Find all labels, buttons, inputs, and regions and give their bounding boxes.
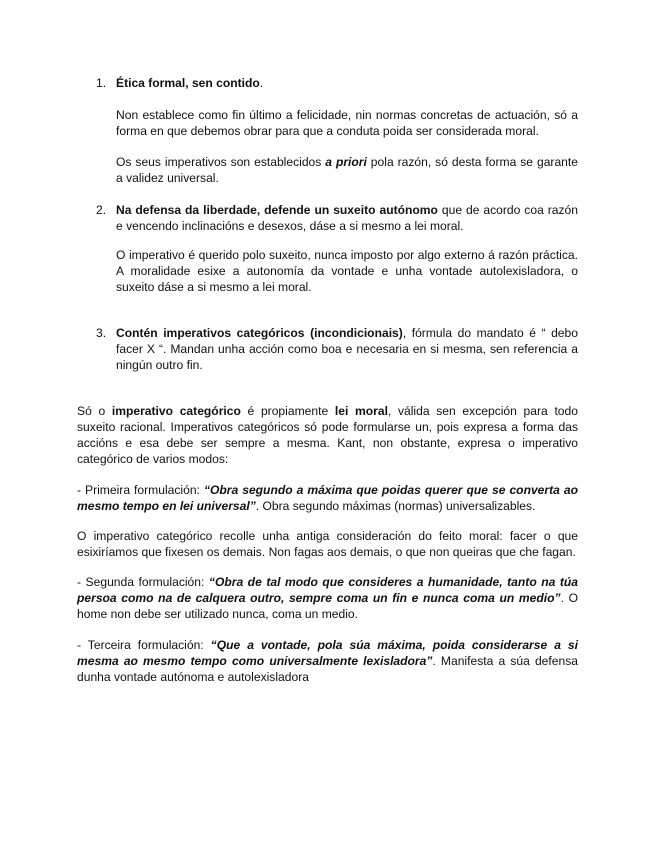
item-3-title: Contén imperativos categóricos (incondicionais) bbox=[116, 326, 403, 340]
item-3-title-tail: , fórmula do mandato é “ debo facer X “. Mandan unha acción como boa e necesaria en si mesma, sen referencia a ningún outro fin. bbox=[116, 326, 578, 372]
third-formulation bbox=[77, 637, 578, 685]
item-2-heading bbox=[116, 202, 578, 234]
f1-tail: . Obra segundo máximas (normas) universalizables. bbox=[255, 499, 536, 513]
middle-paragraph: O imperativo categórico recolle unha antiga consideración do feito moral: facer o que esixiríamos que fixesen os demais. Non fagas aos demais, o que non queiras que che fagan. bbox=[77, 529, 578, 559]
list-number-2: 2. bbox=[96, 203, 107, 217]
item-1-title: Ética formal, sen contido bbox=[116, 76, 260, 90]
item-1-p2-end: pola razón, só desta forma se garante a validez universal. bbox=[116, 155, 578, 185]
f3-tail: . Manifesta a súa defensa dunha vontade autónoma e autolexisladora bbox=[77, 654, 578, 684]
second-formulation bbox=[77, 574, 578, 622]
intro-paragraph bbox=[77, 403, 578, 467]
f2-quote: “Obra de tal modo que consideres a humanidade, tanto na túa persoa como na de calquera outro, sempre coma un fin e nunca coma un medio” bbox=[77, 575, 578, 605]
list-number-3: 3. bbox=[96, 326, 107, 340]
intro-c: é propiamente bbox=[240, 404, 335, 418]
intro-lei-moral: lei moral bbox=[334, 404, 388, 418]
f2-label: - Segunda formulación: bbox=[77, 575, 209, 589]
list-number-1: 1. bbox=[96, 76, 107, 90]
item-1-p2-a-priori: a priori bbox=[325, 155, 367, 169]
intro-e: , válida sen excepción para todo suxeito racional. Imperativos categóricos só pode formularse un, pois expresa a forma das accións e esa debe ser sempre a mesma. Kant, non obstante, expresa o imperativo categórico de varios modos: bbox=[77, 404, 578, 466]
intro-imperativo: imperativo categórico bbox=[111, 404, 241, 418]
item-1-paragraph-1: Non establece como fin último a felicidade, nin normas concretas de actuación, só a forma en que debemos obrar para que a conduta poida ser considerada moral. bbox=[116, 108, 578, 138]
f1-quote: “Obra segundo a máxima que poidas querer que se converta ao mesmo tempo en lei universal” bbox=[77, 483, 578, 513]
f1-label: - Primeira formulación: bbox=[77, 483, 204, 497]
intro-a: Só o bbox=[77, 404, 112, 418]
f2-tail: . O home non debe ser utilizado nunca, coma un medio. bbox=[77, 591, 578, 621]
item-1-heading bbox=[116, 75, 578, 91]
item-1-title-tail: . bbox=[259, 76, 264, 90]
first-formulation bbox=[77, 482, 578, 514]
item-2-title-tail: que de acordo coa razón e vencendo inclinacións e desexos, dáse a si mesmo a lei moral. bbox=[116, 203, 578, 233]
f3-quote: “Que a vontade, pola súa máxima, poida considerarse a si mesma ao mesmo tempo como universalmente lexisladora” bbox=[77, 638, 578, 668]
f3-label: - Terceira formulación: bbox=[77, 638, 211, 652]
item-2-title: Na defensa da liberdade, defende un suxeito autónomo bbox=[116, 203, 438, 217]
item-2-paragraph-1: O imperativo é querido polo suxeito, nunca imposto por algo externo á razón práctica. A moralidade esixe a autonomía da vontade e unha vontade autolexisladora, o suxeito dáse a si mesmo a lei moral. bbox=[116, 248, 578, 294]
item-3-heading bbox=[116, 325, 578, 373]
item-1-paragraph-2 bbox=[116, 154, 578, 186]
item-1-p2-start: Os seus imperativos son establecidos bbox=[116, 155, 326, 169]
